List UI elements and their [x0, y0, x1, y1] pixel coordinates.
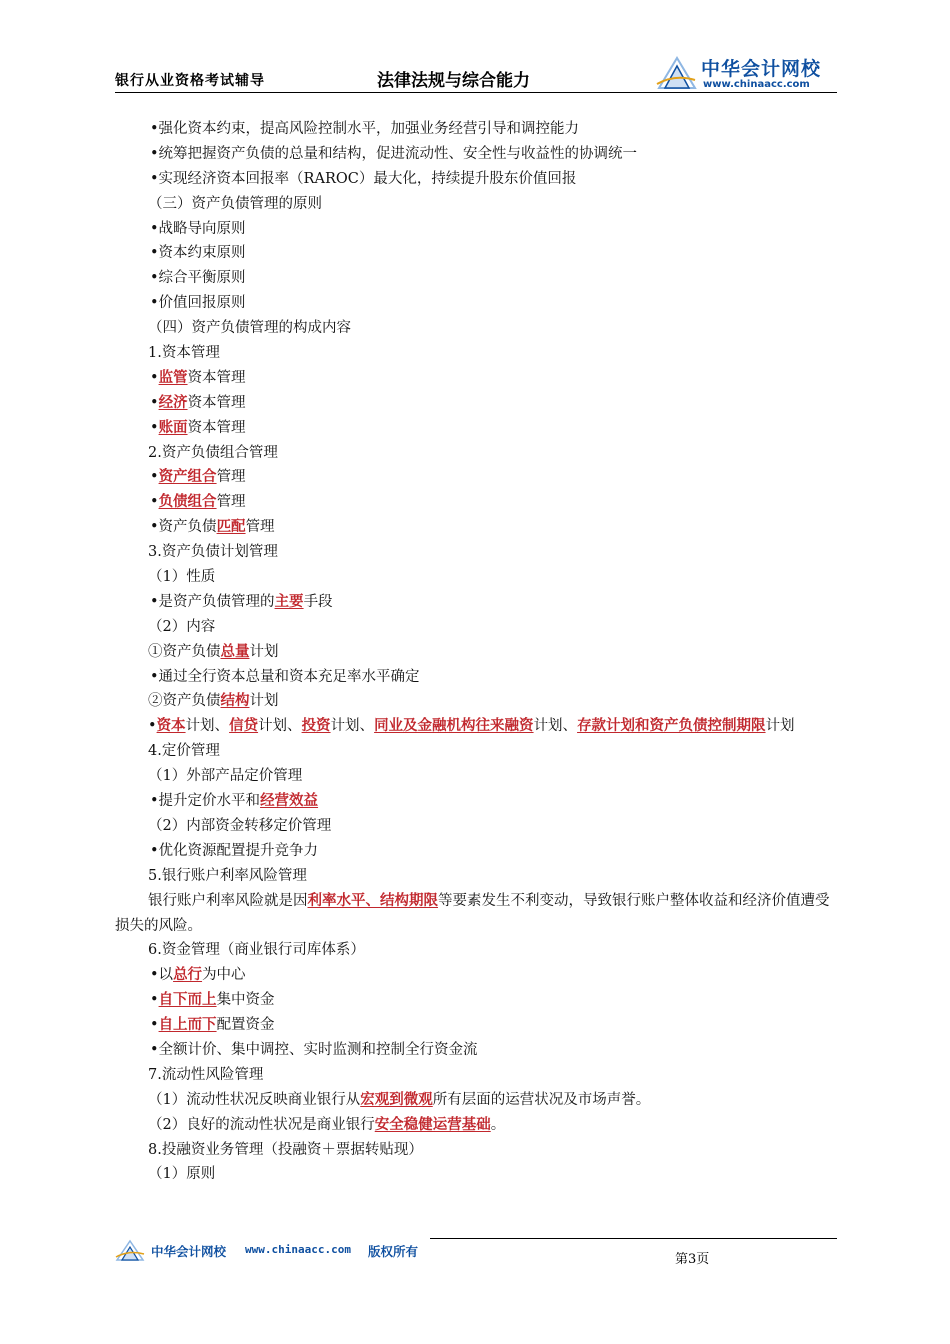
text-line	[115, 1113, 837, 1138]
emphasis-term: 安全稳健运营基础	[374, 1115, 491, 1133]
emphasis-term: 结构	[220, 692, 250, 710]
logo-url: www.chinaacc.com	[703, 79, 810, 90]
text-line	[115, 615, 837, 640]
text-line	[115, 714, 837, 739]
text-segment: •提升定价水平和	[150, 793, 261, 810]
text-segment: 管理	[245, 519, 275, 536]
emphasis-term: 主要	[274, 592, 304, 610]
text-segment: 配置资金	[216, 1017, 275, 1034]
emphasis-term: 自上而下	[158, 1016, 217, 1034]
text-segment: 计划	[765, 718, 795, 735]
text-line	[115, 490, 837, 515]
text-segment: •全额计价、集中调控、实时监测和控制全行资金流	[150, 1042, 478, 1058]
text-segment: •	[150, 419, 159, 436]
text-segment: 集中资金	[216, 992, 275, 1009]
emphasis-term: 利率水平、结构期限	[307, 891, 438, 909]
text-segment: 8.投融资业务管理（投融资＋票据转贴现）	[148, 1141, 423, 1158]
page-number: 第3页	[675, 1252, 710, 1267]
text-line	[115, 814, 837, 839]
emphasis-term: 账面	[158, 418, 188, 436]
emphasis-term: 同业及金融机构往来融资	[374, 717, 534, 735]
text-line	[115, 341, 837, 366]
text-segment: （1）性质	[148, 569, 216, 586]
text-line	[115, 565, 837, 590]
text-segment: （四）资产负债管理的构成内容	[148, 320, 351, 337]
text-line	[115, 441, 837, 466]
emphasis-term: 经营效益	[260, 792, 319, 810]
text-line	[115, 789, 837, 814]
text-segment: 。	[490, 1116, 506, 1133]
text-line	[115, 192, 837, 217]
text-segment: 7.流动性风险管理	[148, 1066, 264, 1083]
emphasis-term: 监管	[158, 368, 188, 386]
text-segment: 计划	[249, 643, 279, 660]
text-segment: 计划、	[258, 718, 302, 735]
text-segment: 手段	[303, 593, 333, 610]
text-segment: •资本约束原则	[150, 245, 246, 262]
logo-triangle-icon	[655, 54, 697, 90]
text-segment: 6.资金管理（商业银行司库体系）	[148, 942, 365, 959]
text-line	[115, 515, 837, 540]
text-line	[115, 465, 837, 490]
text-line	[115, 391, 837, 416]
text-segment: 计划	[249, 693, 279, 710]
text-segment: •优化资源配置提升竞争力	[150, 842, 319, 859]
text-line	[115, 864, 837, 889]
text-line	[115, 1038, 837, 1063]
text-segment: （2）内部资金转移定价管理	[148, 817, 332, 834]
text-segment: 管理	[216, 469, 246, 486]
text-line	[115, 665, 837, 690]
emphasis-term: 信贷	[229, 717, 259, 735]
text-segment: 计划、	[185, 718, 230, 735]
emphasis-term: 存款计划和资产负债控制期限	[577, 717, 766, 735]
emphasis-term: 经济	[158, 393, 188, 411]
text-line	[115, 1138, 837, 1163]
text-line	[115, 839, 837, 864]
text-line	[115, 963, 837, 988]
text-segment: （2）良好的流动性状况是商业银行	[148, 1116, 375, 1133]
text-segment: •实现经济资本回报率（RAROC）最大化，持续提升股东价值回报	[150, 170, 577, 187]
text-segment: •以	[150, 967, 174, 984]
page-header	[115, 52, 837, 92]
text-segment: •	[150, 1017, 159, 1034]
text-segment: 3.资产负债计划管理	[148, 544, 278, 561]
text-segment: •战略导向原则	[150, 220, 246, 237]
text-segment: 管理	[216, 494, 246, 511]
text-line	[115, 217, 837, 242]
emphasis-term: 投资	[301, 717, 331, 735]
text-segment: •强化资本约束，提高风险控制水平，加强业务经营引导和调控能力	[150, 121, 580, 137]
text-segment: ②资产负债	[148, 693, 221, 710]
text-line	[115, 640, 837, 665]
emphasis-term: 总量	[220, 642, 250, 660]
logo-name: 中华会计网校	[701, 58, 822, 80]
text-segment: •资产负债	[150, 519, 217, 536]
text-segment: 1.资本管理	[148, 345, 220, 362]
emphasis-term: 宏观到微观	[360, 1090, 433, 1108]
text-segment: •通过全行资本总量和资本充足率水平确定	[150, 668, 420, 685]
emphasis-term: 负债组合	[158, 493, 217, 511]
text-line	[115, 764, 837, 789]
text-segment: （1）外部产品定价管理	[148, 768, 303, 785]
emphasis-term: 资产组合	[158, 468, 217, 486]
text-segment: （2）内容	[148, 618, 216, 635]
footer-url[interactable]: www.chinaacc.com	[245, 1243, 351, 1256]
text-segment: •	[150, 494, 159, 511]
text-line	[115, 266, 837, 291]
document-body	[115, 117, 837, 1187]
text-line	[115, 366, 837, 391]
text-segment: •	[150, 394, 159, 411]
text-line	[115, 167, 837, 192]
text-segment: 4.定价管理	[148, 743, 220, 760]
text-segment: •综合平衡原则	[150, 270, 246, 287]
text-segment: •	[148, 718, 157, 735]
header-center-title: 法律法规与综合能力	[377, 71, 530, 91]
text-line	[115, 988, 837, 1013]
text-line	[115, 241, 837, 266]
text-line	[115, 1162, 837, 1187]
text-line	[115, 416, 837, 441]
text-segment: •	[150, 369, 159, 386]
text-segment: ①资产负债	[148, 643, 221, 660]
emphasis-term: 总行	[173, 966, 203, 984]
footer-logo-icon	[115, 1238, 145, 1262]
text-line	[115, 938, 837, 963]
text-segment: 2.资产负债组合管理	[148, 444, 278, 461]
text-segment: （1）原则	[148, 1166, 216, 1183]
emphasis-term: 资本	[156, 717, 186, 735]
footer-divider	[430, 1238, 837, 1239]
text-segment: •	[150, 992, 159, 1009]
header-divider	[115, 92, 837, 93]
text-line	[115, 1013, 837, 1038]
text-segment: 为中心	[202, 967, 246, 984]
text-line	[115, 142, 837, 167]
text-segment: 资本管理	[187, 369, 246, 386]
text-line	[115, 889, 837, 939]
text-segment: •统筹把握资产负债的总量和结构，促进流动性、安全性与收益性的协调统一	[150, 145, 638, 162]
header-left-title: 银行从业资格考试辅导	[115, 73, 265, 89]
text-segment: 等要素发生不利变动，导致银行账户整体收益和经济价值遭受损失的风险。	[115, 892, 830, 934]
text-segment: （1）流动性状况反映商业银行从	[148, 1091, 361, 1108]
text-line	[115, 590, 837, 615]
text-line	[115, 739, 837, 764]
text-line	[115, 291, 837, 316]
text-segment: 5.银行账户利率风险管理	[148, 867, 307, 884]
text-segment: •	[150, 469, 159, 486]
page-footer	[115, 1234, 837, 1274]
text-segment: 资本管理	[187, 394, 246, 411]
text-line	[115, 117, 837, 142]
text-line	[115, 1088, 837, 1113]
text-line	[115, 689, 837, 714]
text-segment: 银行账户利率风险就是因	[148, 892, 308, 909]
emphasis-term: 匹配	[216, 518, 246, 536]
text-segment: 所有层面的运营状况及市场声誉。	[432, 1091, 651, 1108]
text-segment: 计划、	[533, 718, 578, 735]
text-segment: 计划、	[330, 718, 375, 735]
text-line	[115, 540, 837, 565]
emphasis-term: 自下而上	[158, 991, 217, 1009]
text-line	[115, 316, 837, 341]
text-segment: （三）资产负债管理的原则	[148, 195, 322, 212]
footer-brand: 中华会计网校	[151, 1244, 227, 1259]
text-segment: 资本管理	[187, 419, 246, 436]
text-line	[115, 1063, 837, 1088]
footer-rights: 版权所有	[368, 1244, 419, 1259]
logo[interactable]	[655, 52, 835, 92]
text-segment: •是资产负债管理的	[150, 593, 275, 610]
text-segment: •价值回报原则	[150, 295, 246, 312]
